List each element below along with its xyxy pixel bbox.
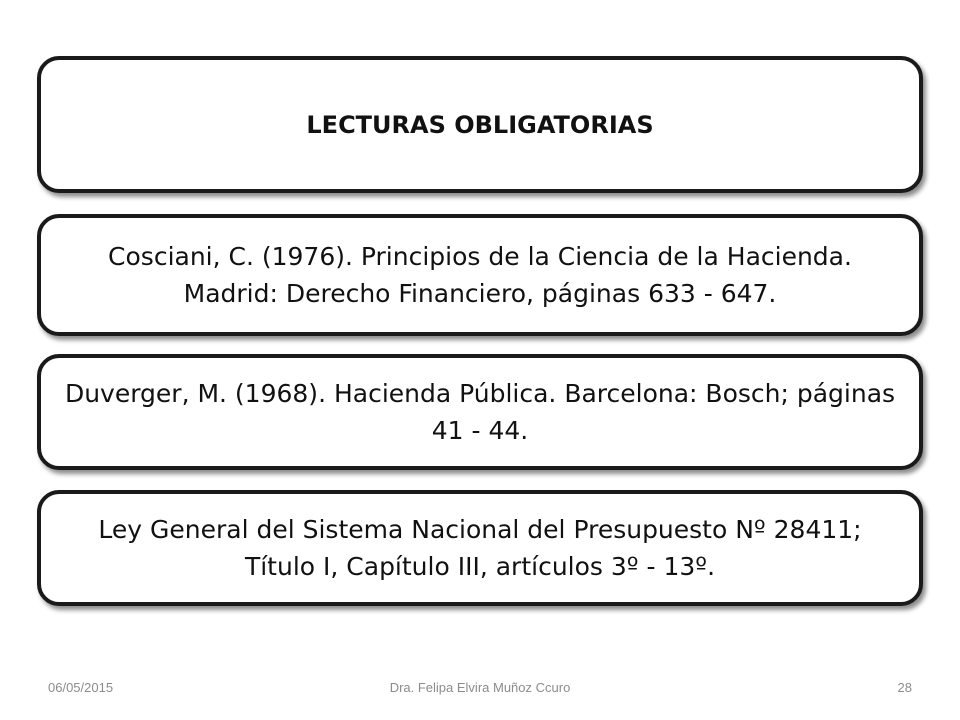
reference-text-3: Ley General del Sistema Nacional del Presupuesto Nº 28411; Título I, Capítulo III, artículos 3º - 13º. (98, 515, 862, 581)
reference-box-2 (37, 354, 923, 470)
reference-box-3 (37, 490, 923, 606)
reference-text-1: Cosciani, C. (1976). Principios de la Ciencia de la Hacienda. Madrid: Derecho Financiero, páginas 633 - 647. (108, 242, 852, 308)
title-box (37, 56, 923, 193)
reference-box-1 (37, 214, 923, 336)
footer-date: 06/05/2015 (48, 680, 114, 695)
reference-text-2: Duverger, M. (1968). Hacienda Pública. Barcelona: Bosch; páginas 41 - 44. (64, 379, 896, 445)
footer-author: Dra. Felipa Elvira Muñoz Ccuro (389, 680, 571, 695)
slide-title: LECTURAS OBLIGATORIAS (306, 110, 654, 139)
footer-page-number: 28 (897, 680, 912, 695)
